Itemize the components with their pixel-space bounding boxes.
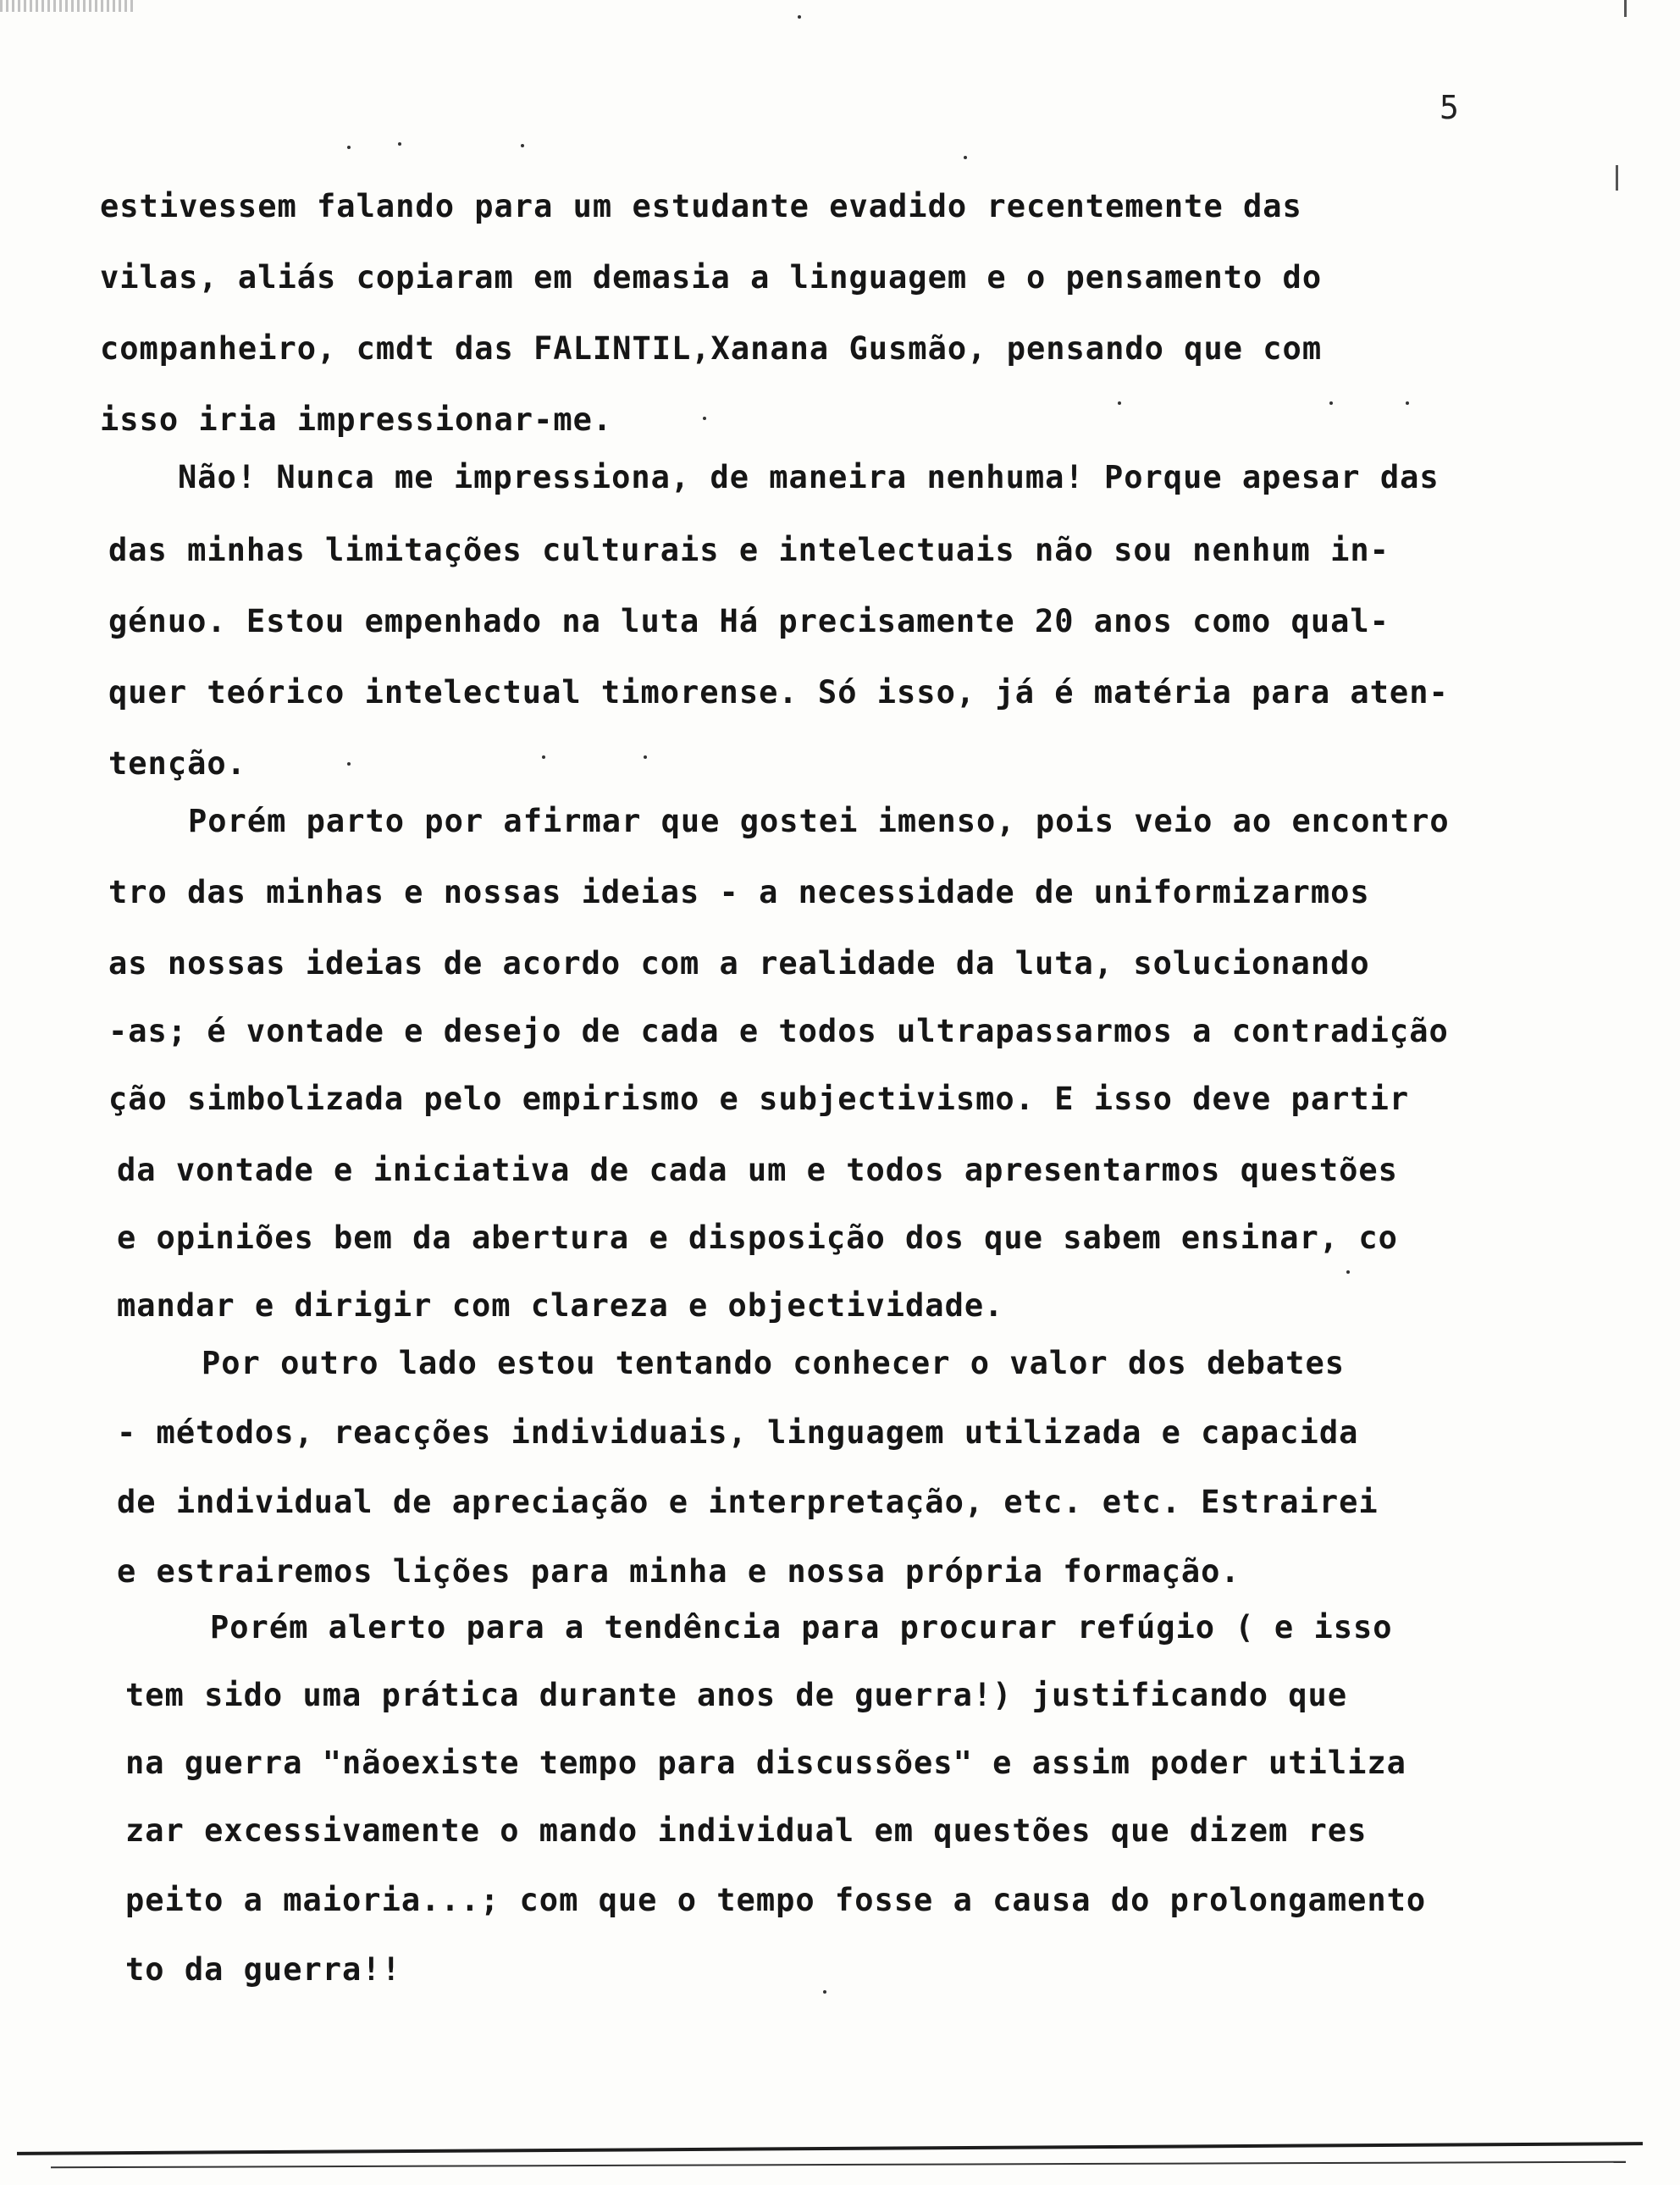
scan-speck — [644, 755, 647, 759]
scan-speck — [1406, 401, 1409, 405]
scan-speck — [1329, 401, 1333, 405]
scan-speck — [347, 762, 351, 766]
text-line-18: Por outro lado estou tentando conhecer o valor dos debates — [202, 1345, 1346, 1381]
scan-edge-mark — [1624, 0, 1627, 17]
text-line-4: isso iria impressionar-me. — [100, 401, 613, 438]
text-line-13: -as; é vontade e desejo de cada e todos ultrapassarmos a contradição — [108, 1013, 1449, 1049]
scan-speck — [542, 755, 545, 759]
scan-artifact-top-left — [0, 0, 135, 12]
scan-speck — [521, 144, 524, 147]
scan-speck — [347, 146, 351, 149]
text-line-16: e opiniões bem da abertura e disposição dos que sabem ensinar, co — [117, 1220, 1398, 1256]
text-line-21: e estrairemos lições para minha e nossa própria formação. — [117, 1553, 1241, 1590]
scan-speck — [1118, 401, 1121, 405]
scan-speck — [964, 156, 967, 159]
page-number: 5 — [1440, 89, 1459, 126]
text-line-12: as nossas ideias de acordo com a realidade da luta, solucionando — [108, 945, 1370, 982]
text-line-6: das minhas limitações culturais e intelectuais não sou nenhum in- — [108, 532, 1390, 568]
text-line-9: tenção. — [108, 745, 246, 782]
text-line-19: - métodos, reacções individuais, linguagem utilizada e capacida — [117, 1414, 1359, 1451]
text-line-7: génuo. Estou empenhado na luta Há precisamente 20 anos como qual- — [108, 603, 1390, 639]
text-line-17: mandar e dirigir com clareza e objectividade. — [117, 1287, 1004, 1324]
text-line-3: companheiro, cmdt das FALINTIL,Xanana Gusmão, pensando que com — [100, 330, 1323, 367]
text-line-23: tem sido uma prática durante anos de guerra!) justificando que — [125, 1677, 1348, 1713]
text-line-1: estivessem falando para um estudante evadido recentemente das — [100, 188, 1302, 224]
text-line-2: vilas, aliás copiaram em demasia a linguagem e o pensamento do — [100, 259, 1323, 296]
text-line-14: ção simbolizada pelo empirismo e subjectivismo. E isso deve partir — [108, 1081, 1410, 1117]
text-line-15: da vontade e iniciativa de cada um e todos apresentarmos questões — [117, 1152, 1398, 1188]
text-line-10: Porém parto por afirmar que gostei imenso, pois veio ao encontro — [188, 803, 1450, 839]
text-line-5: Não! Nunca me impressiona, de maneira nenhuma! Porque apesar das — [178, 459, 1440, 495]
text-line-25: zar excessivamente o mando individual em questões que dizem res — [125, 1812, 1368, 1849]
text-line-8: quer teórico intelectual timorense. Só isso, já é matéria para aten- — [108, 674, 1449, 711]
scan-speck — [1346, 1270, 1350, 1274]
text-line-20: de individual de apreciação e interpretação, etc. etc. Estrairei — [117, 1484, 1379, 1520]
scan-speck — [703, 417, 706, 420]
scan-speck — [798, 15, 801, 19]
text-line-11: tro das minhas e nossas ideias - a necessidade de uniformizarmos — [108, 874, 1370, 910]
bottom-scan-line — [17, 2142, 1643, 2155]
text-line-22: Porém alerto para a tendência para procurar refúgio ( e isso — [210, 1609, 1393, 1646]
text-line-26: peito a maioria...; com que o tempo fosse a causa do prolongamento — [125, 1882, 1427, 1918]
scan-edge-mark — [1616, 165, 1618, 191]
text-line-27: to da guerra!! — [125, 1951, 401, 1988]
bottom-scan-line-thin — [51, 2161, 1626, 2168]
scan-speck — [823, 1990, 826, 1994]
scan-speck — [398, 142, 401, 146]
text-line-24: na guerra "nãoexiste tempo para discussões" e assim poder utiliza — [125, 1745, 1406, 1781]
